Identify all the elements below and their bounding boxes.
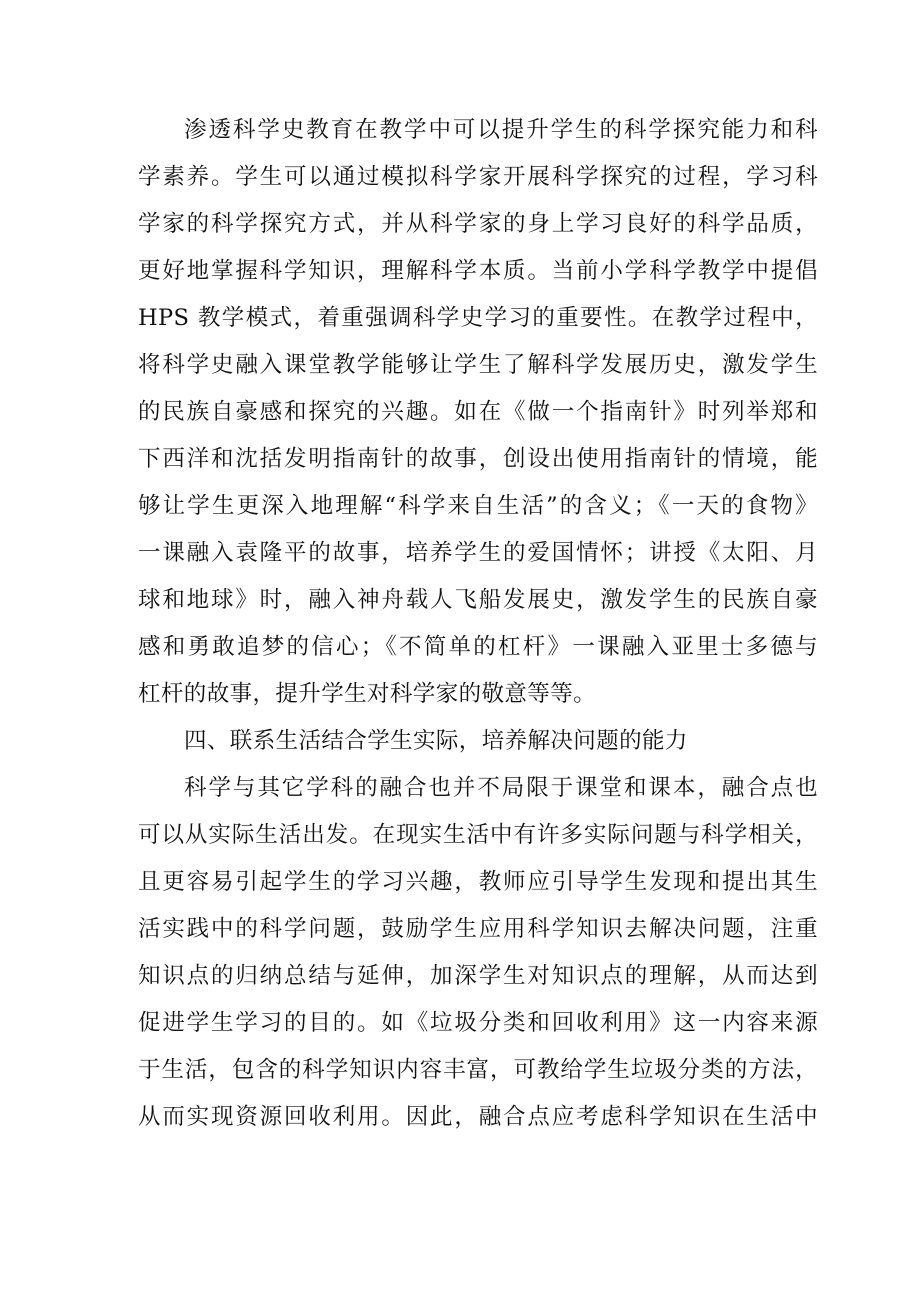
paragraph-1-line-7: 的民族自豪感和探究的兴趣。如在《做一个指南针》时列举郑和: [138, 399, 818, 425]
paragraph-2-line-1: 科学与其它学科的融合也并不局限于课堂和课本，融合点也: [184, 775, 818, 801]
paragraph-2-line-3: 且更容易引起学生的学习兴趣，教师应引导学生发现和提出其生: [138, 869, 818, 895]
paragraph-1-line-1: 渗透科学史教育在教学中可以提升学生的科学探究能力和科: [184, 117, 818, 143]
paragraph-1-line-8: 下西洋和沈括发明指南针的故事，创设出使用指南针的情境，能: [138, 446, 818, 472]
paragraph-2-line-2: 可以从实际生活出发。在现实生活中有许多实际问题与科学相关，: [138, 822, 818, 848]
paragraph-1-line-12: 感和勇敢追梦的信心；《不简单的杠杆》一课融入亚里士多德与: [138, 634, 818, 660]
paragraph-1-line-2: 学素养。学生可以通过模拟科学家开展科学探究的过程，学习科: [138, 164, 818, 190]
paragraph-1-line-6: 将科学史融入课堂教学能够让学生了解科学发展历史，激发学生: [138, 352, 818, 378]
paragraph-2-line-4: 活实践中的科学问题，鼓励学生应用科学知识去解决问题，注重: [138, 916, 818, 942]
paragraph-1-line-9: 够让学生更深入地理解“科学来自生活”的含义；《一天的食物》: [138, 493, 818, 519]
paragraph-1-line-11: 球和地球》时，融入神舟载人飞船发展史，激发学生的民族自豪: [138, 587, 818, 613]
paragraph-2-line-8: 从而实现资源回收利用。因此，融合点应考虑科学知识在生活中: [138, 1104, 818, 1130]
section-heading: 四、联系生活结合学生实际，培养解决问题的能力: [184, 728, 688, 754]
paragraph-1-line-5: HPS 教学模式，着重强调科学史学习的重要性。在教学过程中，: [138, 305, 818, 331]
paragraph-1-line-13: 杠杆的故事，提升学生对科学家的敬意等等。: [138, 681, 597, 707]
paragraph-1-line-3: 学家的科学探究方式，并从科学家的身上学习良好的科学品质，: [138, 211, 818, 237]
paragraph-2-line-6: 促进学生学习的目的。如《垃圾分类和回收利用》这一内容来源: [138, 1010, 818, 1036]
paragraph-1-line-10: 一课融入袁隆平的故事，培养学生的爱国情怀；讲授《太阳、月: [138, 540, 818, 566]
paragraph-2-line-7: 于生活，包含的科学知识内容丰富，可教给学生垃圾分类的方法，: [138, 1057, 818, 1083]
paragraph-2-line-5: 知识点的归纳总结与延伸，加深学生对知识点的理解，从而达到: [138, 963, 818, 989]
paragraph-1-line-4: 更好地掌握科学知识，理解科学本质。当前小学科学教学中提倡: [138, 258, 818, 284]
